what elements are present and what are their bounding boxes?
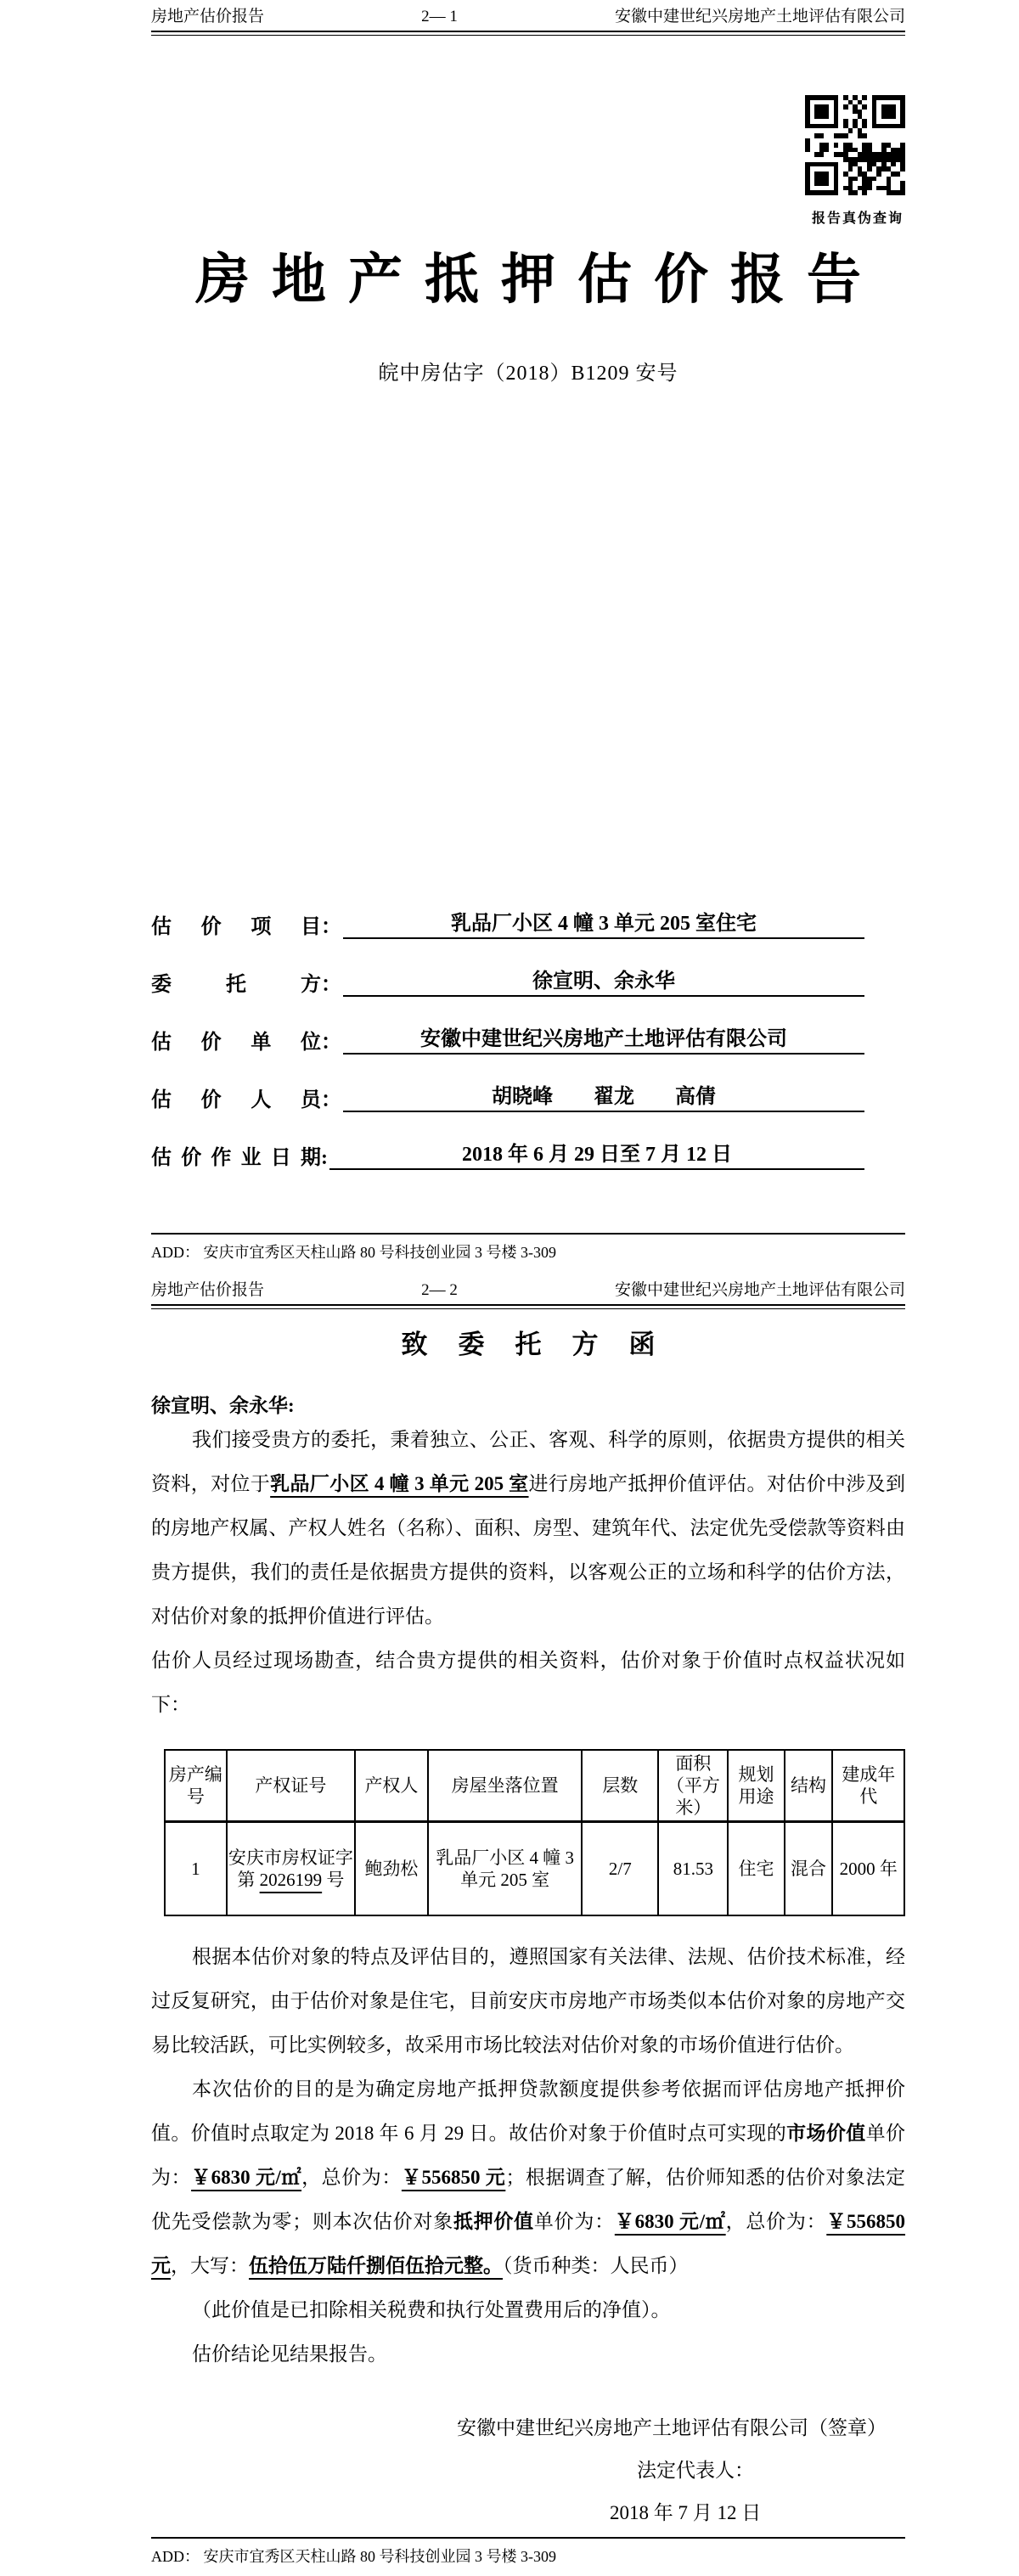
legal-representative-line: 法定代表人： (637, 2459, 754, 2481)
footer-rule (151, 1233, 905, 1235)
table-cell: 鲍劲松 (355, 1821, 428, 1915)
text-run: 安庆市房权证字第 (228, 1847, 353, 1890)
text-run: 伍拾伍万陆仟捌佰伍拾元整。 (249, 2254, 503, 2276)
page2-running-header (151, 1280, 905, 1301)
page1-running-header (151, 7, 905, 27)
report-title: 房地产抵押估价报告 (195, 250, 883, 310)
running-header-right: 安徽中建世纪兴房地产土地评估有限公司 (614, 1280, 905, 1299)
field-label: 估 价 单 位 (151, 1031, 321, 1054)
text-run: 本次估价的目的是为确定房地产抵押贷款额度提供参考依据而评估房地产抵押价值。价值时点取定为 2018 年 6 月 29 日。故估价对象于价值时点可实现的 (151, 2078, 905, 2144)
table-row (165, 1821, 904, 1915)
table-header-cell: 规划用途 (728, 1750, 784, 1822)
field-value: 乳品厂小区 4 幢 3 单元 205 室住宅 (343, 906, 864, 939)
text-run: ￥6830 元/㎡ (191, 2166, 302, 2188)
table-cell: 2/7 (582, 1821, 658, 1915)
text-run: 抵押价值 (453, 2210, 534, 2232)
cover-field-row (151, 905, 905, 939)
qr-caption: 报告真伪查询 (811, 211, 904, 226)
text-run: ￥6830 元/㎡ (614, 2210, 726, 2232)
text-run: ￥556850 元 (401, 2166, 506, 2188)
header-rule (151, 1304, 905, 1309)
letter-paragraph (151, 1418, 905, 1639)
text-run: ￥556850 元 (151, 2210, 906, 2276)
field-value: 徐宣明、余永华 (343, 964, 864, 997)
text-run: 估价结论见结果报告。 (192, 2343, 387, 2365)
company-address: ADD： 安庆市宜秀区天柱山路 80 号科技创业园 3 号楼 3-309 (151, 2548, 556, 2565)
text-run: （此价值是已扣除相关税费和执行处置费用后的净值）。 (192, 2298, 671, 2320)
running-header-left: 房地产估价报告 (151, 1280, 265, 1299)
text-run: 号 (322, 1869, 345, 1890)
text-run: 估价人员经过现场勘查，结合贵方提供的相关资料，估价对象于价值时点权益状况如下： (151, 1649, 905, 1715)
table-header-cell: 建成年代 (832, 1750, 904, 1822)
report-number: 皖中房估字（2018）B1209 安号 (378, 362, 678, 385)
qr-code (805, 95, 905, 195)
qr-block (151, 95, 905, 227)
text-run: ，大写： (171, 2254, 249, 2276)
running-header-left: 房地产估价报告 (151, 8, 265, 25)
company-seal-line: 安徽中建世纪兴房地产土地评估有限公司（签章） (457, 2416, 887, 2438)
text-run: 乳品厂小区 4 幢 3 单元 205 室 (270, 1472, 529, 1494)
cover-field-row (151, 963, 905, 997)
closing-date: 2018 年 7 月 12 日 (610, 2501, 762, 2523)
text-run: （货币种类：人民币） (503, 2254, 689, 2276)
table-header-cell: 产权证号 (227, 1750, 355, 1822)
letter-paragraph (151, 1639, 905, 1727)
text-run: 根据本估价对象的特点及评估目的，遵照国家有关法律、法规、估价技术标准，经过反复研究，由于估价对象是住宅，目前安庆市房地产市场类似本估价对象的房地产交易比较活跃，可比实例较多，故采用市场比较法对估价对象的市场价值进行估价。 (151, 1945, 905, 2056)
company-address: ADD： 安庆市宜秀区天柱山路 80 号科技创业园 3 号楼 3-309 (151, 1243, 556, 1261)
table-cell: 81.53 (658, 1821, 728, 1915)
table-header-cell: 结构 (785, 1750, 833, 1822)
page-number: 2— 1 (421, 8, 458, 25)
table-header-cell: 房屋坐落位置 (428, 1750, 582, 1822)
field-colon: ： (321, 1031, 341, 1054)
text-run: ，总价为： (301, 2166, 402, 2188)
table-cell: 混合 (785, 1821, 833, 1915)
field-label: 估 价 项 目 (151, 915, 321, 938)
table-cell: 住宅 (728, 1821, 784, 1915)
page-number: 2— 2 (421, 1280, 458, 1299)
letter-paragraph (151, 2288, 905, 2332)
field-colon: ： (321, 915, 341, 938)
text-run: 我们接受贵方的委托，秉着独立、公正、客观、科学的原则，依据贵方提供的相关资料，对位于 (151, 1428, 905, 1494)
text-run: 单价为： (151, 2122, 906, 2188)
table-header-cell: 产权人 (355, 1750, 428, 1822)
letter-title: 致委托方函 (401, 1329, 686, 1359)
letter-body-after (151, 1935, 905, 2376)
field-colon: ： (321, 1088, 341, 1111)
table-header-cell: 房产编号 (165, 1750, 227, 1822)
table-cell: 2000 年 (832, 1821, 904, 1915)
letter-paragraph (151, 2332, 905, 2376)
text-run: 市场价值 (786, 2122, 866, 2144)
letter-paragraph (151, 2067, 905, 2288)
table-cell: 1 (165, 1821, 227, 1915)
field-colon: : (321, 1146, 328, 1169)
table-head (165, 1750, 904, 1822)
header-rule (151, 31, 905, 36)
field-label: 委 托 方 (151, 973, 321, 996)
table-cell (227, 1821, 355, 1915)
text-run: 单价为： (533, 2210, 615, 2232)
running-header-right: 安徽中建世纪兴房地产土地评估有限公司 (614, 8, 905, 25)
cover-field-row (151, 1021, 905, 1055)
cover-field-row (151, 1078, 905, 1112)
letter-body-intro (151, 1418, 905, 1727)
footer-rule (151, 2537, 905, 2539)
cover-field-row (151, 1136, 905, 1170)
text-run: ，总价为： (725, 2210, 827, 2232)
field-value: 安徽中建世纪兴房地产土地评估有限公司 (343, 1021, 864, 1055)
page2-footer (151, 2537, 905, 2568)
table-header-row (165, 1750, 904, 1822)
text-run: 2026199 (259, 1869, 323, 1890)
letter-salutation: 徐宣明、余永华: (151, 1394, 295, 1416)
table-header-cell: 层数 (582, 1750, 658, 1822)
table-header-cell: 面积（平方米） (658, 1750, 728, 1822)
text-run: 进行房地产抵押价值评估。对估价中涉及到的房地产权属、产权人姓名（名称）、面积、房型、建筑年代、法定优先受偿款等资料由贵方提供，我们的责任是依据贵方提供的资料，以客观公正的立场和科学的估价方法，对估价对象的抵押价值进行评估。 (151, 1472, 906, 1627)
table-cell: 乳品厂小区 4 幢 3 单元 205 室 (428, 1821, 582, 1915)
property-rights-table (164, 1749, 905, 1916)
cover-fields (151, 905, 905, 1194)
page2-running-header-wrap (151, 1280, 905, 1309)
letter-paragraph (151, 1935, 905, 2067)
text-run: ；根据调查了解，估价师知悉的估价对象法定优先受偿款为零；则本次估价对象 (151, 2166, 906, 2232)
field-value: 2018 年 6 月 29 日至 7 月 12 日 (329, 1137, 864, 1170)
table-body (165, 1821, 904, 1915)
field-label: 估 价 作 业 日 期 (151, 1146, 321, 1169)
field-value: 胡晓峰 翟龙 高倩 (343, 1079, 864, 1112)
page1-footer (151, 1233, 905, 1263)
field-colon: ： (321, 973, 341, 996)
closing-block (151, 2407, 905, 2534)
field-label: 估 价 人 员 (151, 1088, 321, 1111)
